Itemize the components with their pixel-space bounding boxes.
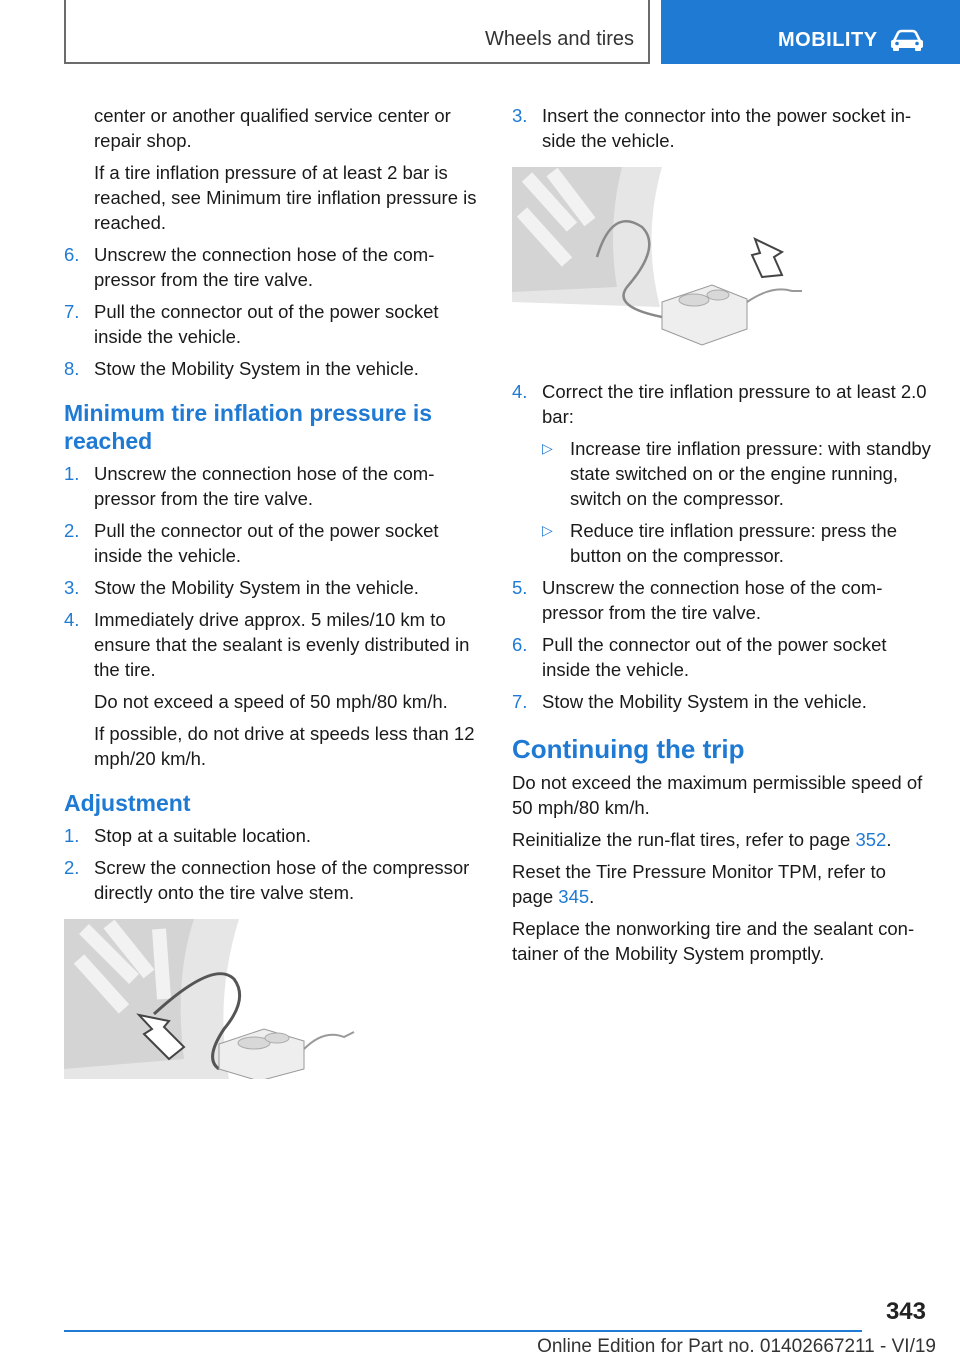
sub-text: Reduce tire inflation pressure: press the button on the compressor. <box>570 520 898 566</box>
list-item <box>64 855 484 905</box>
list-item <box>512 689 932 714</box>
body-text <box>512 827 932 852</box>
footer-divider <box>64 1330 862 1332</box>
step-number: 3. <box>64 577 80 598</box>
step-number: 6. <box>64 244 80 265</box>
list-item <box>64 461 484 511</box>
step-number: 4. <box>64 609 80 630</box>
body-text-part: Reinitialize the run-flat tires, refer to page <box>512 829 856 850</box>
step-text: Stow the Mobility System in the vehicle. <box>542 691 867 712</box>
chapter-title: MOBILITY <box>778 29 878 51</box>
step-text: Pull the connector out of the power socket inside the vehicle. <box>542 634 887 680</box>
list-item <box>512 103 932 153</box>
step-text: Stow the Mobility System in the vehicle. <box>94 577 419 598</box>
list-item <box>64 823 484 848</box>
left-column <box>64 103 484 1101</box>
header-chapter-box <box>661 0 960 64</box>
section-heading: Minimum tire inflation pressure is reached <box>64 400 433 454</box>
step-text: Pull the connector out of the power socket inside the vehicle. <box>94 520 439 566</box>
sub-item <box>512 436 932 511</box>
step-text: Screw the connection hose of the compressor directly onto the tire valve stem. <box>94 857 470 903</box>
page-link-352[interactable]: 352 <box>855 829 887 850</box>
triangle-bullet-icon: ▷ <box>542 522 553 538</box>
step-number: 3. <box>512 105 528 126</box>
step-text: Pull the connector out of the power socket inside the vehicle. <box>94 301 439 347</box>
socket-illustration <box>512 167 812 357</box>
list-item <box>64 299 484 349</box>
step-number: 1. <box>64 825 80 846</box>
right-column <box>512 103 932 973</box>
step-number: 8. <box>64 358 80 379</box>
step-number: 7. <box>64 301 80 322</box>
list-item <box>64 242 484 292</box>
figure-power-socket <box>512 167 932 357</box>
body-text <box>512 859 932 909</box>
step-text: Unscrew the connection hose of the compressor from the tire valve. <box>94 244 435 290</box>
step-text: Stop at a suitable location. <box>94 825 312 846</box>
body-text: Replace the nonworking tire and the sealant container of the Mobility System promptly. <box>512 918 915 964</box>
list-item <box>512 379 932 429</box>
step-number: 2. <box>64 520 80 541</box>
list-item <box>64 607 484 682</box>
step-number: 7. <box>512 691 528 712</box>
footer-edition: Online Edition for Part no. 01402667211 - VI/19 <box>537 1336 936 1357</box>
step-text: Unscrew the connection hose of the compressor from the tire valve. <box>94 463 435 509</box>
page-link-345[interactable]: 345 <box>558 886 590 907</box>
step-text: Immediately drive approx. 5 miles/10 km to ensure that the sealant is evenly distributed in the tire. <box>94 609 470 680</box>
page-number: 343 <box>885 1298 926 1325</box>
figure-compressor-valve <box>64 919 484 1079</box>
triangle-bullet-icon: ▷ <box>542 440 553 456</box>
body-text-part: . <box>886 829 892 850</box>
list-item <box>64 575 484 600</box>
body-text-part: Reset the Tire Pressure Monitor TPM, refer to page <box>512 861 886 907</box>
compressor-illustration <box>64 919 364 1079</box>
step-number: 6. <box>512 634 528 655</box>
intro-text: If a tire inflation pressure of at least 2 bar is reached, see Minimum tire inflation pressure is reached. <box>94 162 477 233</box>
note-text: If possible, do not drive at speeds less than 12 mph/20 km/h. <box>94 723 475 769</box>
section-heading: Adjustment <box>64 790 191 816</box>
step-text: Correct the tire inflation pressure to at least 2.0 bar: <box>542 381 927 427</box>
step-text: Unscrew the connection hose of the compressor from the tire valve. <box>542 577 883 623</box>
body-text-part: . <box>589 886 595 907</box>
sub-item <box>512 518 932 568</box>
step-number: 5. <box>512 577 528 598</box>
list-item <box>512 575 932 625</box>
note-text: Do not exceed a speed of 50 mph/80 km/h. <box>94 691 448 712</box>
header-section-box <box>64 0 650 64</box>
list-item <box>64 518 484 568</box>
step-number: 4. <box>512 381 528 402</box>
section-title: Wheels and tires <box>485 28 634 50</box>
car-icon <box>889 28 925 52</box>
sub-text: Increase tire inflation pressure: with standby state switched on or the engine running, switch on the compressor. <box>570 438 931 509</box>
list-item <box>64 356 484 381</box>
intro-text: center or another qualified service center or repair shop. <box>94 105 451 151</box>
section-heading: Continuing the trip <box>512 734 745 764</box>
body-text: Do not exceed the maximum permissible speed of 50 mph/80 km/h. <box>512 772 923 818</box>
step-text: Insert the connector into the power socket inside the vehicle. <box>542 105 912 151</box>
step-text: Stow the Mobility System in the vehicle. <box>94 358 419 379</box>
step-number: 1. <box>64 463 80 484</box>
list-item <box>512 632 932 682</box>
step-number: 2. <box>64 857 80 878</box>
